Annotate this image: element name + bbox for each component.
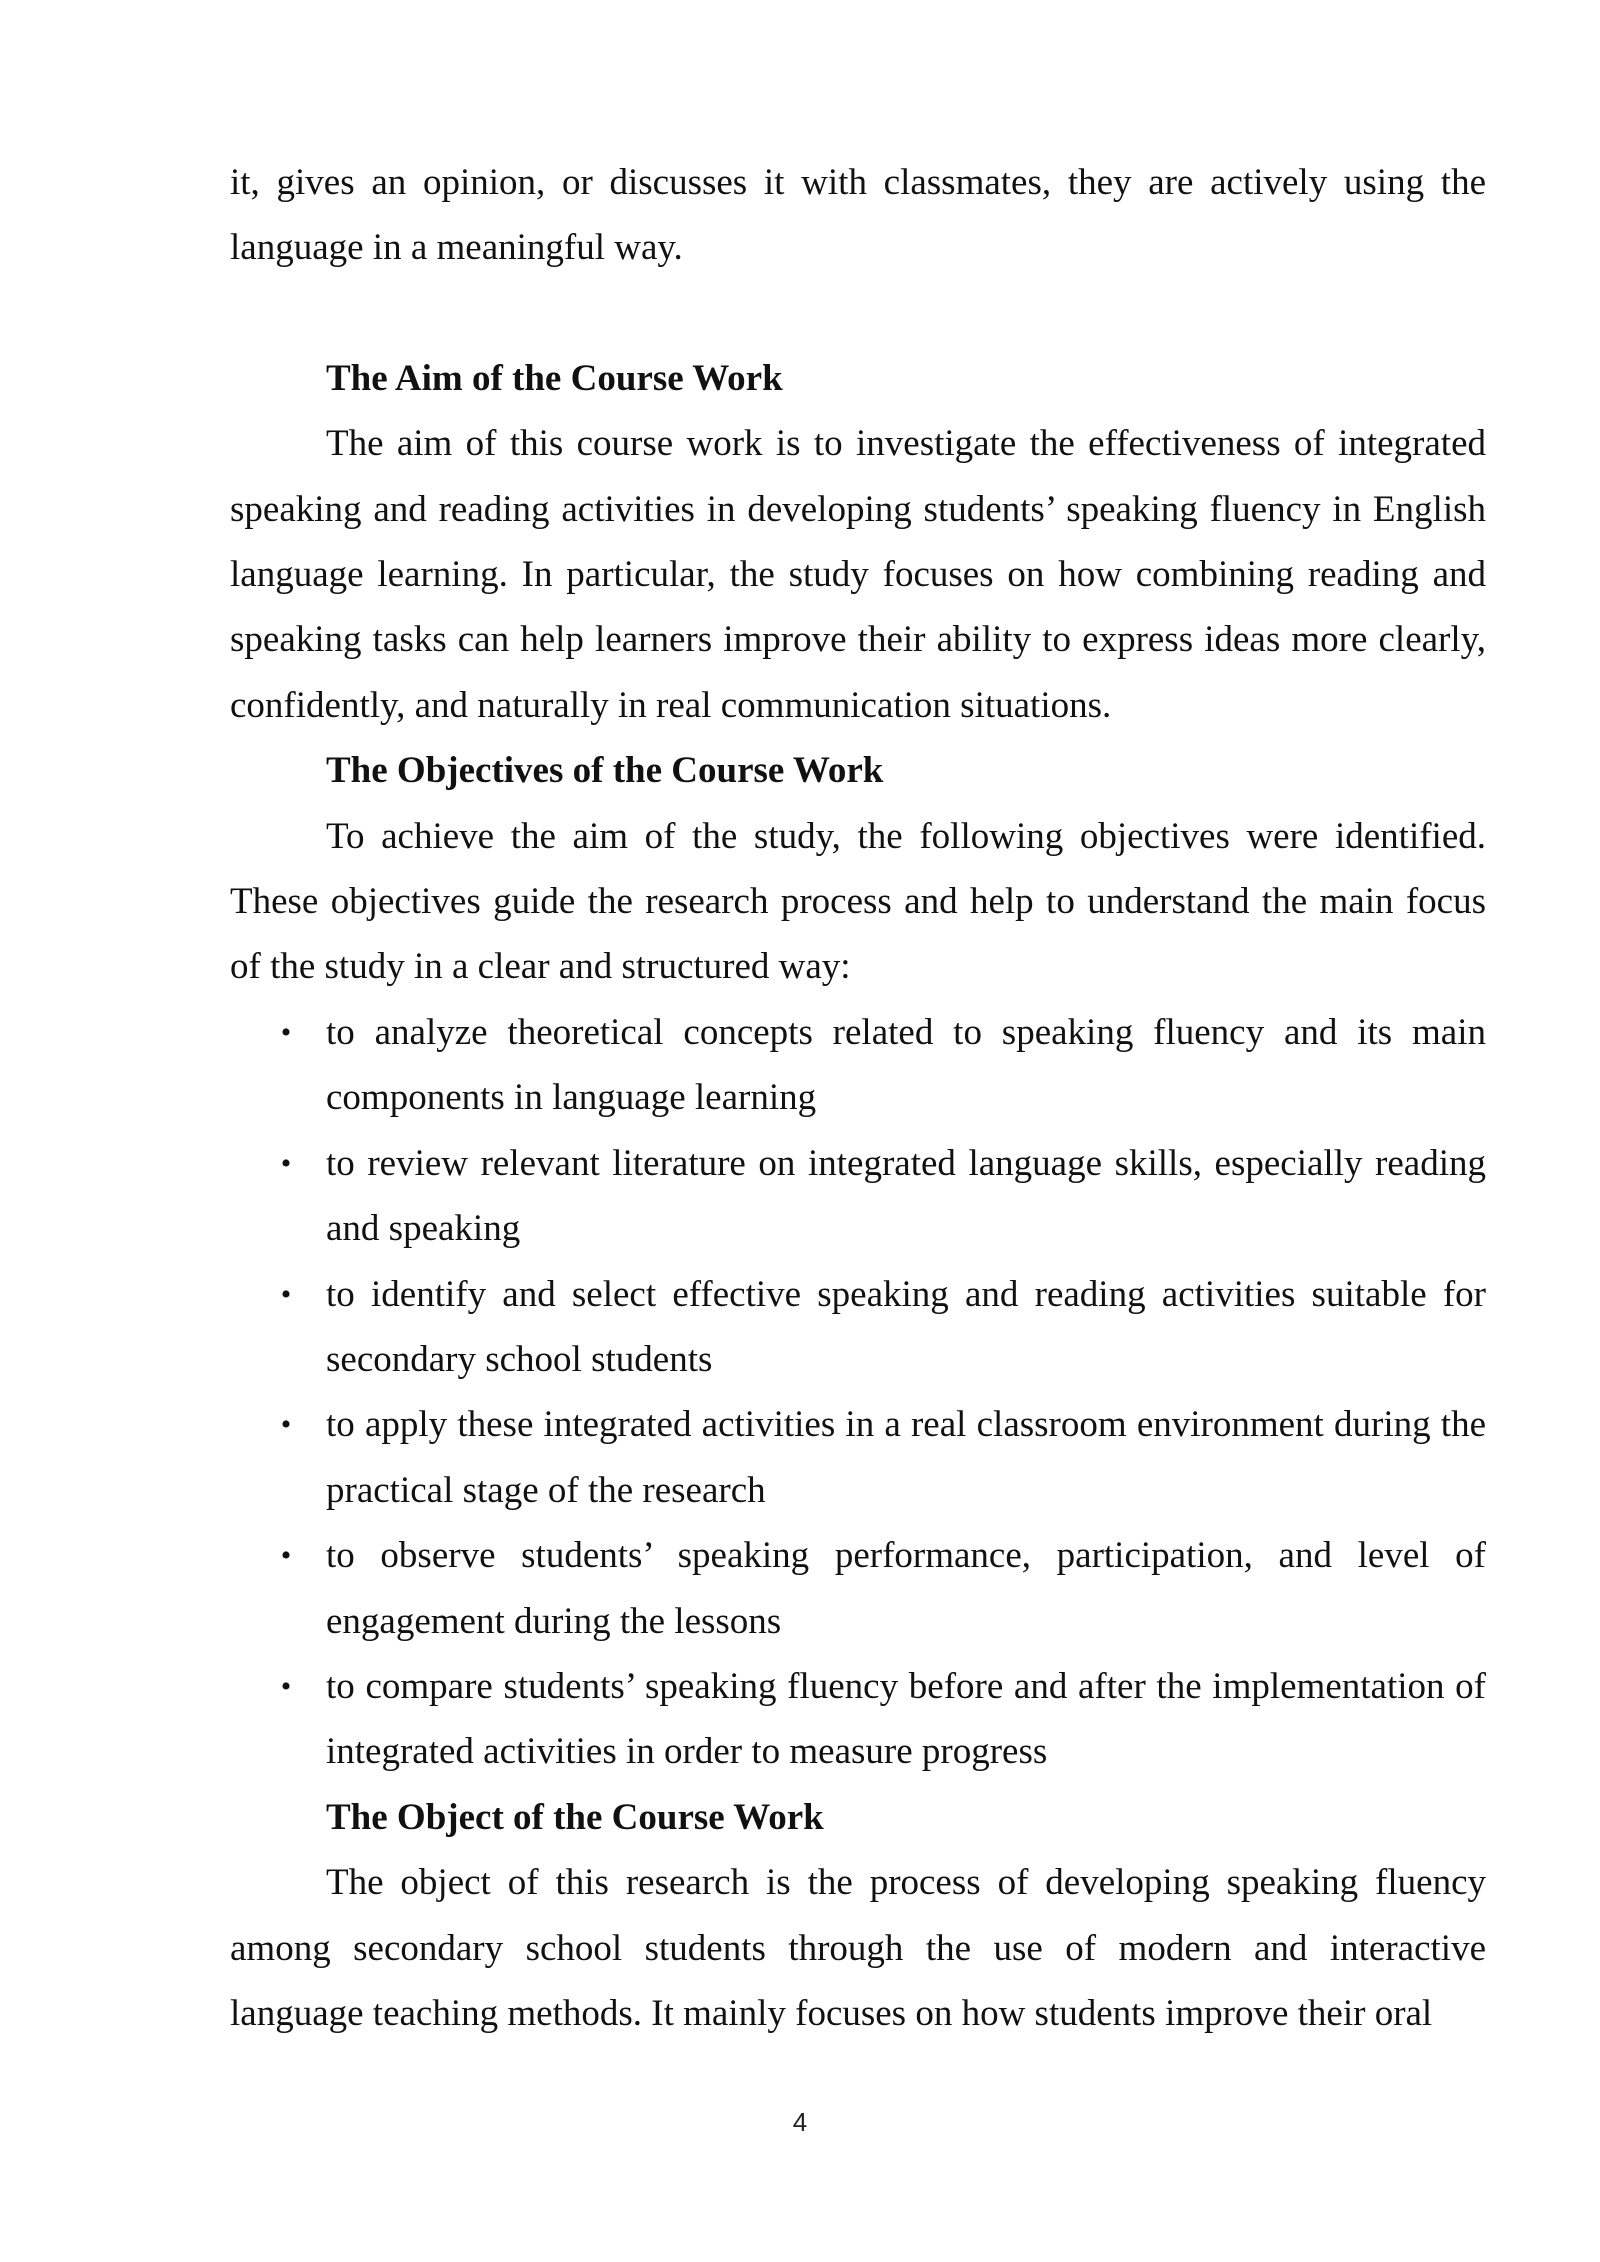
document-page (230, 150, 1486, 2046)
objective-item (230, 1654, 1486, 1785)
objective-text: to compare students’ speaking fluency before and after the implementation of integrated activities in order to measure progress (326, 1665, 1486, 1773)
bullet-icon: • (280, 1277, 292, 1311)
objectives-list (230, 1000, 1486, 1785)
object-section (230, 1785, 1486, 2047)
object-heading: The Object of the Course Work (326, 1796, 824, 1838)
objective-item (230, 1131, 1486, 1262)
continuation-paragraph: it, gives an opinion, or discusses it with classmates, they are actively using the language in a meaningful way. (230, 162, 1486, 269)
objective-item (230, 1523, 1486, 1654)
objective-item (230, 1392, 1486, 1523)
objective-text: to apply these integrated activities in a real classroom environment during the practical stage of the research (326, 1404, 1486, 1511)
objective-text: to review relevant literature on integrated language skills, especially reading and speaking (326, 1142, 1486, 1250)
bullet-icon: • (280, 1539, 292, 1573)
objective-text: to identify and select effective speaking and reading activities suitable for secondary school students (326, 1273, 1486, 1380)
bullet-icon: • (280, 1146, 292, 1180)
objective-text: to observe students’ speaking performance, participation, and level of engagement during the lessons (326, 1535, 1486, 1642)
objective-item (230, 1262, 1486, 1393)
object-paragraph: The object of this research is the process of developing speaking fluency among secondary school students through the use of modern and interactive language teaching methods. It mainly focuses on how students improve their oral (230, 1862, 1486, 2034)
objectives-intro: To achieve the aim of the study, the following objectives were identified. These objectives guide the research process and help to understand the main focus of the study in a clear and structured way: (230, 815, 1486, 988)
aim-section (230, 346, 1486, 738)
objective-text: to analyze theoretical concepts related to speaking fluency and its main components in language learning (326, 1011, 1486, 1119)
bullet-icon: • (280, 1408, 292, 1442)
page-number: 4 (792, 2107, 808, 2137)
aim-paragraph: The aim of this course work is to investigate the effectiveness of integrated speaking and reading activities in developing students’ speaking fluency in English language learning. In particular, the study focuses on how combining reading and speaking tasks can help learners improve their ability to express ideas more clearly, confidently, and naturally in real communication situations. (230, 423, 1486, 726)
aim-heading: The Aim of the Course Work (326, 357, 783, 399)
bullet-icon: • (280, 1015, 292, 1049)
objectives-heading: The Objectives of the Course Work (326, 750, 884, 792)
objectives-section (230, 738, 1486, 1785)
bullet-icon: • (280, 1669, 292, 1703)
objective-item (230, 1000, 1486, 1131)
section-spacer (230, 281, 1486, 346)
